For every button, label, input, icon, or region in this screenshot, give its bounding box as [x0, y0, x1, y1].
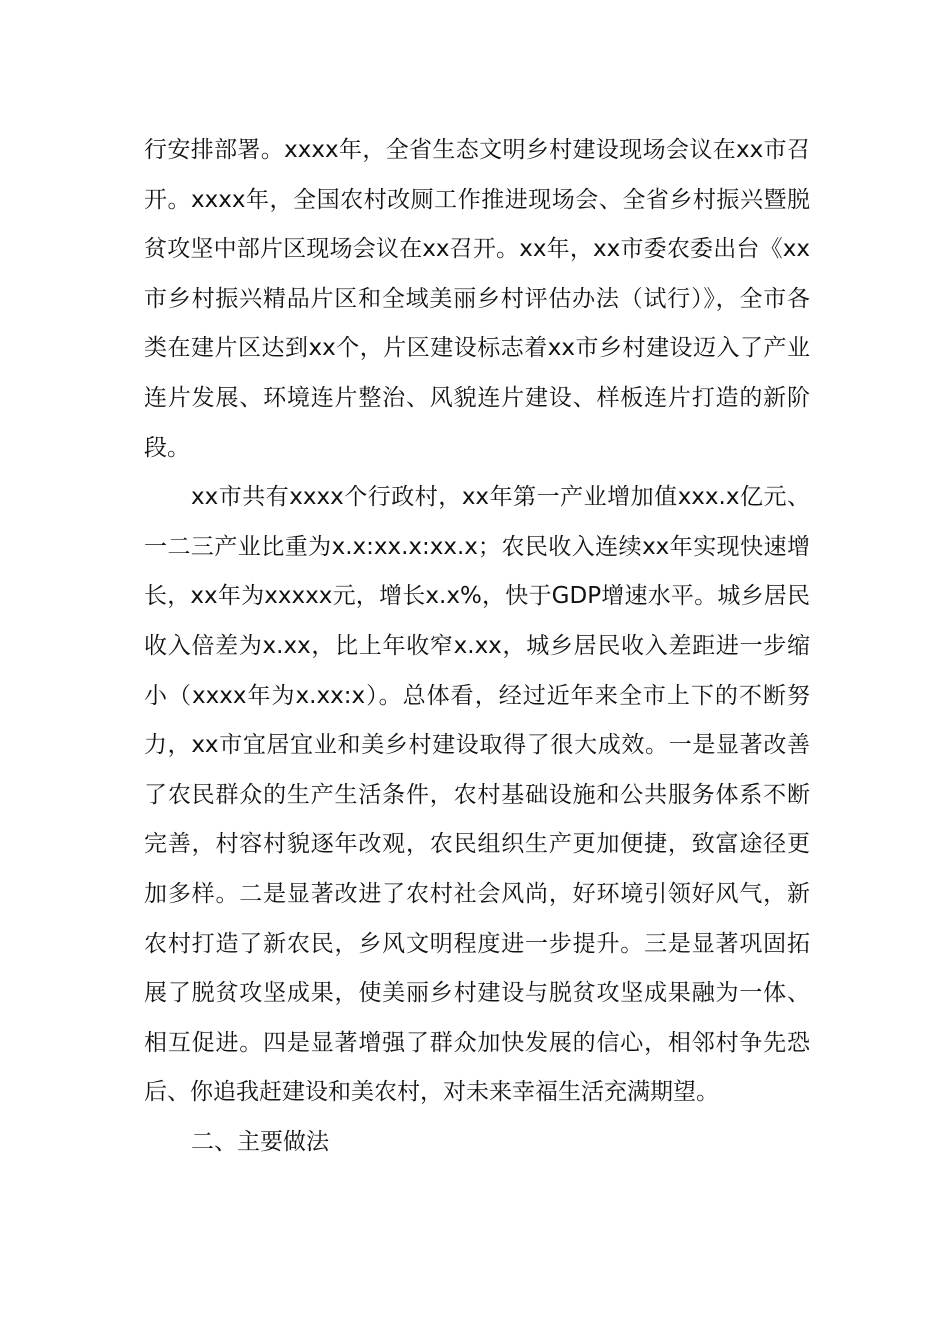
- section-heading: 二、主要做法: [191, 1128, 329, 1155]
- paragraph-statistics: xx市共有xxxx个行政村，xx年第一产业增加值xxx.x亿元、一二三产业比重为x.x:xx.x:xx.x；农民收入连续xx年实现快速增长，xx年为xxxxx元，增长x.x%，快于GDP增速水平。城乡居民收入倍差为x.xx，比上年收窄x.xx，城乡居民收入差距进一步缩小（xxxx年为x.xx:x）。总体看，经过近年来全市上下的不断努力，xx市宜居宜业和美乡村建设取得了很大成效。一是显著改善了农民群众的生产生活条件，农村基础设施和公共服务体系不断完善，村容村貌逐年改观，农民组织生产更加便捷，致富途径更加多样。二是显著改进了农村社会风尚，好环境引领好风气，新农村打造了新农民，乡风文明程度进一步提升。三是显著巩固拓展了脱贫攻坚成果，使美丽乡村建设与脱贫攻坚成果融为一体、相互促进。四是显著增强了群众加快发展的信心，相邻村争先恐后、你追我赶建设和美农村，对未来幸福生活充满期望。: [144, 484, 810, 1106]
- document-body: [144, 126, 810, 1167]
- paragraph-continuation: 行安排部署。xxxx年，全省生态文明乡村建设现场会议在xx市召开。xxxx年，全国农村改厕工作推进现场会、全省乡村振兴暨脱贫攻坚中部片区现场会议在xx召开。xx年，xx市委农委出台《xx市乡村振兴精品片区和全域美丽乡村评估办法（试行）》，全市各类在建片区达到xx个，片区建设标志着xx市乡村建设迈入了产业连片发展、环境连片整治、风貌连片建设、样板连片打造的新阶段。: [144, 137, 810, 461]
